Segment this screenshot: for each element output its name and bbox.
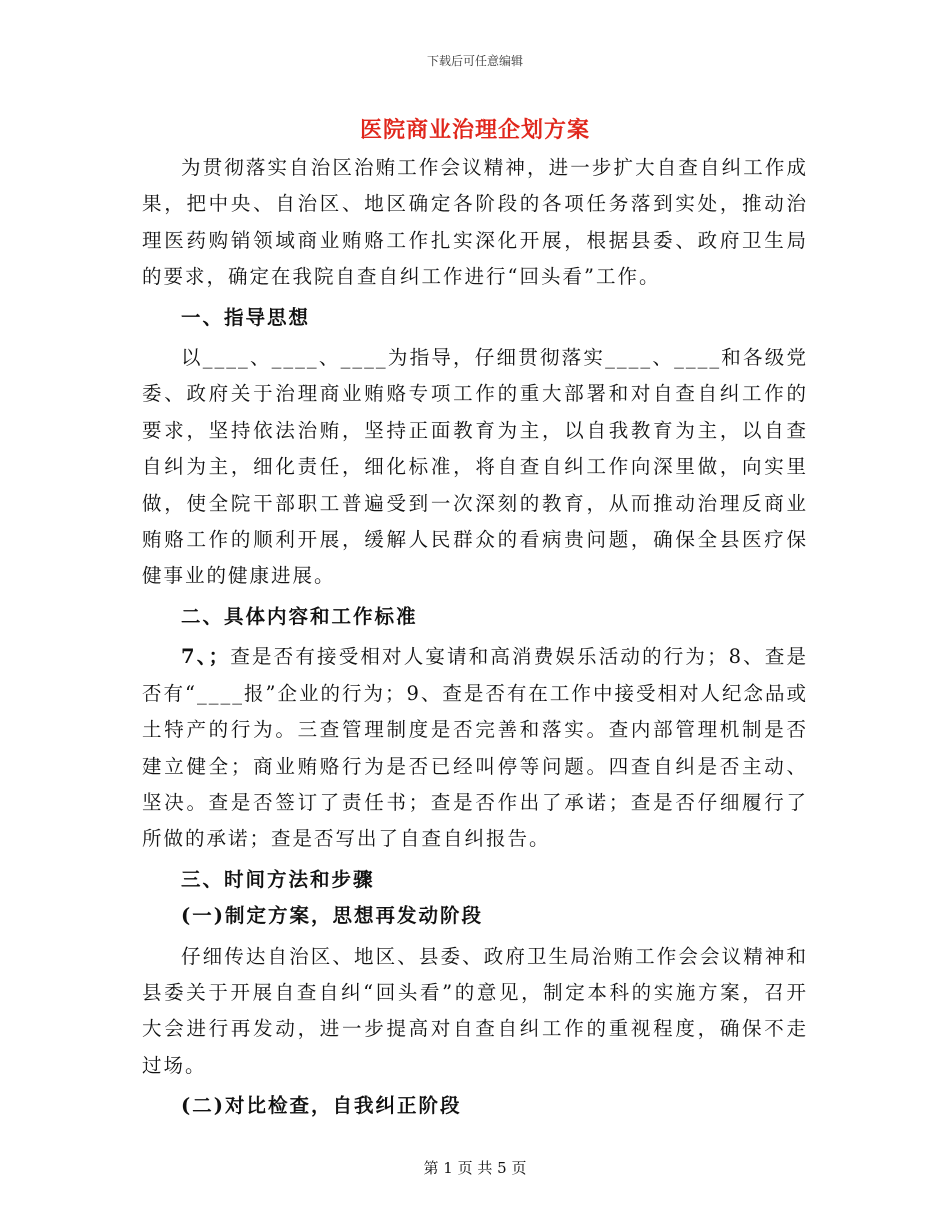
page-footer-page-info: 第 1 页 共 5 页 xyxy=(423,1159,527,1177)
subsection-1-heading: (一)制定方案，思想再发动阶段 xyxy=(181,904,483,928)
section-2-paragraph xyxy=(142,639,808,857)
section-2-text: 查是否有接受相对人宴请和高消费娱乐活动的行为；8、查是否有“____报”企业的行为；9、查是否有在工作中接受相对人纪念品或土特产的行为。三查管理制度是否完善和落实。查内部管理机制是否建立健全；商业贿赂行为是否已经叫停等问题。四查自纠是否主动、坚决。查是否签订了责任书；查是否作出了承诺；查是否仔细履行了所做的承诺；查是否写出了自查自纠报告。 xyxy=(142,645,808,851)
document-title: 医院商业治理企划方案 xyxy=(359,117,590,143)
section-2-lead: 7、； xyxy=(181,645,231,669)
section-2-heading: 二、具体内容和工作标准 xyxy=(181,604,418,628)
document-body xyxy=(142,150,808,1125)
intro-paragraph: 为贯彻落实自治区治贿工作会议精神，进一步扩大自查自纠工作成果，把中央、自治区、地区确定各阶段的各项任务落到实处，推动治理医药购销领域商业贿赂工作扎实深化开展，根据县委、政府卫生局的要求，确定在我院自查自纠工作进行“回头看”工作。 xyxy=(142,156,808,289)
subsection-2-heading: (二)对比检查，自我纠正阶段 xyxy=(181,1094,462,1118)
section-1-paragraph: 以____、____、____为指导，仔细贯彻落实____、____和各级党委、政府关于治理商业贿赂专项工作的重大部署和对自查自纠工作的要求，坚持依法治贿，坚持正面教育为主，以自我教育为主，以自查自纠为主，细化责任，细化标准，将自查自纠工作向深里做，向实里做，使全院干部职工普遍受到一次深刻的教育，从而推动治理反商业贿赂工作的顺利开展，缓解人民群众的看病贵问题，确保全县医疗保健事业的健康进展。 xyxy=(142,346,808,588)
page-header-note: 下载后可任意编辑 xyxy=(426,54,523,68)
section-1-heading: 一、指导思想 xyxy=(181,305,311,329)
subsection-1-paragraph: 仔细传达自治区、地区、县委、政府卫生局治贿工作会会议精神和县委关于开展自查自纠“回头看”的意见，制定本科的实施方案，召开大会进行再发动，进一步提高对自查自纠工作的重视程度，确保不走过场。 xyxy=(142,944,808,1077)
section-3-heading: 三、时间方法和步骤 xyxy=(181,867,375,891)
